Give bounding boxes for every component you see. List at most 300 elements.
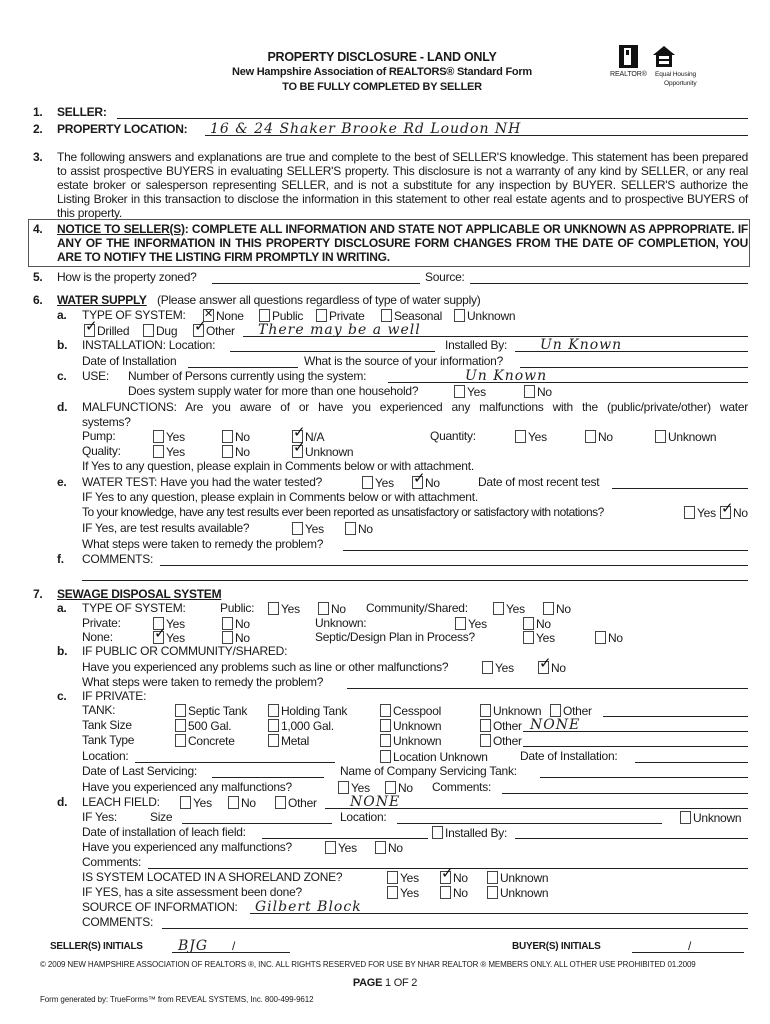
checkbox[interactable] (318, 602, 329, 615)
installation-location-field[interactable] (230, 351, 435, 352)
test-yes-option[interactable] (362, 476, 394, 490)
checkbox[interactable] (228, 796, 239, 809)
property-location-value: 16 & 24 Shaker Brooke Rd Loudon NH (210, 121, 522, 137)
installation-date-field[interactable] (188, 367, 298, 368)
item-letter: c. (57, 689, 67, 703)
option-label: Private (329, 309, 365, 323)
checkbox[interactable] (543, 602, 554, 615)
option-label: Unknown (668, 430, 717, 444)
checkbox[interactable] (338, 781, 349, 794)
option-label: Other (493, 734, 522, 748)
tank-label: TANK: (82, 703, 116, 717)
location-unknown-option[interactable] (380, 750, 488, 764)
results-available-label: IF Yes, are test results available? (82, 521, 250, 535)
1000-gal-option[interactable] (268, 719, 334, 733)
option-label: No (235, 617, 250, 631)
pump-row (0, 430, 770, 443)
shoreland-no-option[interactable] (440, 871, 468, 885)
option-label: N/A (305, 430, 325, 444)
installed-by-option[interactable] (432, 826, 507, 840)
zoning-field[interactable] (212, 283, 420, 284)
item-letter: c. (57, 369, 67, 383)
checkbox[interactable] (487, 886, 498, 899)
leach-malf-yes-option[interactable] (325, 841, 357, 855)
checkbox[interactable] (375, 841, 386, 854)
option-label: No (551, 661, 566, 675)
assessment-unknown-option[interactable] (487, 886, 548, 900)
concrete-option[interactable] (175, 734, 235, 748)
problems-no-option[interactable] (538, 661, 566, 675)
assessment-yes-option[interactable] (387, 886, 419, 900)
malf-yes-option[interactable] (338, 781, 370, 795)
checkbox[interactable] (538, 661, 549, 674)
checkbox[interactable] (153, 631, 164, 644)
checkbox[interactable] (362, 476, 373, 489)
quality-no-option[interactable] (222, 445, 250, 459)
option-label: Unknown (693, 811, 742, 825)
seller-field[interactable] (117, 118, 748, 119)
option-label: No (425, 476, 440, 490)
public-yes-option[interactable] (268, 602, 300, 616)
checkbox[interactable] (380, 734, 391, 747)
checkbox[interactable] (175, 734, 186, 747)
quality-unknown-option[interactable] (292, 445, 353, 459)
installed-by-label: Installed By: (445, 338, 508, 352)
option-label: No (598, 430, 613, 444)
checkbox[interactable] (440, 886, 451, 899)
checkbox[interactable] (268, 719, 279, 732)
checkbox[interactable] (275, 796, 286, 809)
option-label: Holding Tank (281, 704, 348, 718)
shoreland-label: IS SYSTEM LOCATED IN A SHORELAND ZONE? (82, 870, 343, 884)
quantity-no-option[interactable] (585, 430, 613, 444)
cesspool-option[interactable] (380, 704, 441, 718)
checkbox[interactable] (595, 631, 606, 644)
option-label: No (733, 506, 748, 520)
option-label: Unknown (393, 734, 442, 748)
checkbox[interactable] (268, 602, 279, 615)
type-of-system-label: TYPE OF SYSTEM: (82, 601, 186, 615)
multi-household-row (0, 385, 770, 398)
generated-row (0, 993, 770, 1006)
shoreland-yes-option[interactable] (387, 871, 419, 885)
item-number: 7. (33, 587, 43, 601)
use-label: USE: (82, 369, 110, 383)
location-field[interactable] (135, 762, 335, 763)
installed-by-field[interactable] (515, 838, 748, 839)
line-problems-label: Have you experienced any problems such as line or other malfunctions? (82, 660, 449, 674)
quality-row (0, 445, 770, 458)
remedy-row (0, 538, 770, 551)
community-label: Community/Shared: (366, 601, 468, 615)
checkbox[interactable] (440, 871, 451, 884)
assessment-no-option[interactable] (440, 886, 468, 900)
community-yes-option[interactable] (493, 602, 525, 616)
checkbox[interactable] (175, 719, 186, 732)
seller-row (0, 106, 770, 119)
company-field[interactable] (540, 777, 748, 778)
item-number: 2. (33, 122, 43, 136)
zoning-source-field[interactable] (470, 283, 748, 284)
malfunctions-label: Have you experienced any malfunctions? (82, 840, 292, 854)
option-label: Yes (400, 886, 419, 900)
water-test-label: WATER TEST: Have you had the water tested? (82, 475, 323, 489)
page-word: PAGE (352, 977, 383, 989)
checkbox[interactable] (292, 522, 303, 535)
checkbox[interactable] (432, 826, 443, 839)
info-source-field[interactable] (520, 367, 748, 368)
tank-type-label: Tank Type (82, 733, 135, 747)
checkbox[interactable] (493, 602, 504, 615)
option-label: Other (493, 719, 522, 733)
checkbox[interactable] (487, 871, 498, 884)
drilled-option[interactable] (84, 324, 129, 338)
no-option[interactable] (524, 385, 552, 399)
option-label: Yes (536, 631, 555, 645)
initials-separator: / (688, 939, 692, 953)
checkbox[interactable] (180, 796, 191, 809)
tank-location-row (0, 750, 770, 763)
private-no-option[interactable] (222, 617, 250, 631)
comments-label: COMMENTS: (82, 915, 154, 929)
option-label: Unknown (393, 719, 442, 733)
checkbox[interactable] (480, 734, 491, 747)
source-label: Source: (425, 270, 465, 284)
malfunctions-question: MALFUNCTIONS: Are you aware of or have you experienced any malfunctions with the (public/private/other) water (82, 400, 748, 414)
option-label: No (536, 617, 551, 631)
septic-option[interactable] (175, 704, 247, 718)
persons-label: Number of Persons currently using the system: (128, 369, 367, 383)
seller-initials-value: BJG (178, 938, 209, 954)
design-plan-label: Septic/Design Plan in Process? (315, 630, 475, 644)
install-date-label: Date of Installation: (520, 749, 618, 763)
size-other-option[interactable] (480, 719, 522, 733)
checkbox[interactable] (325, 841, 336, 854)
size-other-value: NONE (530, 717, 581, 733)
leach-unknown-option[interactable] (680, 811, 741, 825)
checkbox[interactable] (222, 445, 233, 458)
realtor-logo (619, 45, 638, 68)
option-label: Yes (375, 476, 394, 490)
type-unknown-option[interactable] (380, 734, 441, 748)
comments-field[interactable] (162, 928, 748, 929)
option-label: Cesspool (393, 704, 442, 718)
shoreland-row (0, 871, 770, 884)
copyright-row (0, 958, 770, 971)
initials-row (0, 940, 770, 953)
checkbox[interactable] (193, 324, 204, 337)
checkbox[interactable] (480, 719, 491, 732)
pump-yes-option[interactable] (153, 430, 185, 444)
leach-yes-option[interactable] (180, 796, 212, 810)
checkbox[interactable] (143, 324, 154, 337)
available-yes-option[interactable] (292, 522, 324, 536)
checkbox[interactable] (380, 704, 391, 717)
zoning-label: How is the property zoned? (57, 270, 197, 284)
checkbox[interactable] (381, 309, 392, 322)
yes-option[interactable] (454, 385, 486, 399)
option-label: Location Unknown (393, 750, 488, 764)
checkbox[interactable] (84, 324, 95, 337)
remedy-label: What steps were taken to remedy the problem? (82, 537, 324, 551)
tank-other-option[interactable] (550, 704, 592, 718)
option-label: Installed By: (445, 826, 508, 840)
item-number: 6. (33, 293, 43, 307)
checkbox[interactable] (655, 430, 666, 443)
checkbox[interactable] (523, 631, 534, 644)
checkbox[interactable] (175, 704, 186, 717)
eho-text-1: Equal Housing (655, 71, 696, 78)
leach-field-label: LEACH FIELD: (82, 795, 160, 809)
community-no-option[interactable] (543, 602, 571, 616)
option-label: None (216, 309, 244, 323)
checkbox[interactable] (222, 631, 233, 644)
item-letter: d. (57, 400, 68, 414)
option-label: Yes (697, 506, 716, 520)
water-supply-note: (Please answer all questions regardless of type of water supply) (157, 293, 481, 307)
checkbox[interactable] (412, 476, 423, 489)
500-gal-option[interactable] (175, 719, 231, 733)
option-label: No (453, 871, 468, 885)
item-letter: b. (57, 338, 68, 352)
pump-no-option[interactable] (222, 430, 250, 444)
tank-size-row (0, 719, 770, 732)
remedy-field[interactable] (347, 688, 748, 689)
location-label: Location: (82, 749, 129, 763)
unknown-no-option[interactable] (523, 617, 551, 631)
leach-field-row (0, 796, 770, 809)
water-none-option[interactable] (203, 309, 244, 323)
info-source-label: What is the source of your information? (304, 354, 504, 368)
form-title: PROPERTY DISCLOSURE - LAND ONLY (267, 50, 497, 64)
water-comments-row (0, 553, 770, 566)
type-other-option[interactable] (480, 734, 522, 748)
servicing-label: Date of Last Servicing: (82, 764, 197, 778)
checkbox[interactable] (550, 704, 561, 717)
option-label: No (453, 886, 468, 900)
item-number: 1. (33, 105, 43, 119)
form-generated-text: Form generated by: TrueForms™ from REVEAL SYSTEMS, Inc. 800-499-9612 (40, 995, 314, 1004)
water-unknown-option[interactable] (454, 309, 515, 323)
tank-size-label: Tank Size (82, 718, 132, 732)
private-label: Private: (82, 616, 121, 630)
checkbox[interactable] (153, 430, 164, 443)
notice-heading: NOTICE TO SELLER(S) (57, 222, 185, 236)
option-label: Yes (166, 631, 185, 645)
option-label: Dug (156, 324, 178, 338)
option-label: Yes (281, 602, 300, 616)
option-label: Septic Tank (188, 704, 248, 718)
leach-malf-no-option[interactable] (375, 841, 403, 855)
checkbox[interactable] (387, 871, 398, 884)
checkbox[interactable] (524, 385, 535, 398)
public-label: Public: (220, 601, 255, 615)
quantity-yes-option[interactable] (515, 430, 547, 444)
checkbox[interactable] (680, 811, 691, 824)
copyright-text: © 2009 NEW HAMPSHIRE ASSOCIATION OF REALTORS ®, INC. ALL RIGHTS RESERVED FOR USE BY NHAR REALTOR ® MEMBERS ONLY. ALL OTHER USE PROHIBITED 01.2009 (40, 960, 696, 969)
checkbox[interactable] (515, 430, 526, 443)
checkbox[interactable] (259, 309, 270, 322)
buyer-initials-label: BUYER(S) INITIALS (512, 941, 601, 952)
available-no-option[interactable] (345, 522, 373, 536)
pump-label: Pump: (82, 429, 116, 443)
checkbox[interactable] (316, 309, 327, 322)
recent-test-label: Date of most recent test (478, 475, 600, 489)
checkbox[interactable] (268, 704, 279, 717)
none-row (0, 631, 770, 644)
checkbox[interactable] (720, 506, 731, 519)
tank-unknown-option[interactable] (480, 704, 541, 718)
checkbox[interactable] (345, 522, 356, 535)
public-no-option[interactable] (318, 602, 346, 616)
option-label: Other (206, 324, 235, 338)
type-other-field[interactable] (523, 746, 748, 747)
quantity-label: Quantity: (430, 429, 476, 443)
checkbox[interactable] (387, 886, 398, 899)
option-label: Drilled (97, 324, 130, 338)
checkbox[interactable] (222, 617, 233, 630)
option-label: No (331, 602, 346, 616)
checkbox[interactable] (380, 750, 391, 763)
option-label: Unknown (493, 704, 542, 718)
dug-option[interactable] (143, 324, 177, 338)
sewage-heading (0, 588, 770, 601)
installation-location-label: INSTALLATION: Location: (82, 338, 216, 352)
leach-no-option[interactable] (228, 796, 256, 810)
sewage-title: SEWAGE DISPOSAL SYSTEM (57, 587, 222, 601)
assessment-row (0, 886, 770, 899)
install-date-field[interactable] (635, 762, 748, 763)
metal-option[interactable] (268, 734, 309, 748)
sewage-type-row (0, 602, 770, 615)
none-yes-option[interactable] (153, 631, 185, 645)
test-no-option[interactable] (412, 476, 440, 490)
remedy-field[interactable] (343, 550, 748, 551)
size-field[interactable] (182, 823, 332, 824)
notice-text (57, 222, 748, 264)
item-number: 3. (33, 150, 43, 164)
item-letter: e. (57, 475, 67, 489)
checkbox[interactable] (292, 445, 303, 458)
checkbox[interactable] (523, 617, 534, 630)
checkbox[interactable] (454, 385, 465, 398)
private-row (0, 617, 770, 630)
checkbox[interactable] (684, 506, 695, 519)
checkbox[interactable] (480, 704, 491, 717)
checkbox[interactable] (385, 781, 396, 794)
type-of-system-label: TYPE OF SYSTEM: (82, 308, 186, 322)
installation-row (0, 339, 770, 352)
location-field[interactable] (397, 823, 662, 824)
water-public-option[interactable] (259, 309, 303, 323)
company-label: Name of Company Servicing Tank: (340, 764, 517, 778)
option-label: Yes (506, 602, 525, 616)
size-label: Size (150, 810, 173, 824)
checkbox[interactable] (482, 661, 493, 674)
equal-housing-icon (652, 45, 676, 68)
reported-row (0, 506, 770, 519)
malfunctions-row (0, 401, 770, 414)
size-unknown-option[interactable] (380, 719, 441, 733)
problems-yes-option[interactable] (482, 661, 514, 675)
option-label: 500 Gal. (188, 719, 232, 733)
item-number: 5. (33, 270, 43, 284)
water-private-option[interactable] (316, 309, 365, 323)
option-label: Public (272, 309, 304, 323)
checkbox[interactable] (455, 617, 466, 630)
option-label: No (398, 781, 413, 795)
persons-value: Un Known (465, 368, 548, 384)
item-letter: b. (57, 644, 68, 658)
malfunctions-label: Have you experienced any malfunctions? (82, 780, 292, 794)
servicing-row (0, 765, 770, 778)
plan-no-option[interactable] (595, 631, 623, 645)
quality-label: Quality: (82, 444, 121, 458)
item-letter: a. (57, 308, 67, 322)
use-row (0, 370, 770, 383)
option-label: Other (288, 796, 317, 810)
none-no-option[interactable] (222, 631, 250, 645)
eho-text-2: Opportunity (664, 80, 697, 87)
item-letter: f. (57, 552, 64, 566)
quantity-unknown-option[interactable] (655, 430, 716, 444)
checkbox[interactable] (585, 430, 596, 443)
reported-yes-option[interactable] (684, 506, 716, 520)
plan-yes-option[interactable] (523, 631, 555, 645)
holding-option[interactable] (268, 704, 347, 718)
sewage-comments-row (0, 916, 770, 929)
comments-field[interactable] (160, 565, 748, 566)
checkbox[interactable] (454, 309, 465, 322)
shoreland-unknown-option[interactable] (487, 871, 548, 885)
water-seasonal-option[interactable] (381, 309, 442, 323)
checkbox[interactable] (153, 445, 164, 458)
item-letter: d. (57, 795, 68, 809)
comments-field-line-2[interactable] (82, 580, 748, 581)
reported-no-option[interactable] (720, 506, 748, 520)
comments-field[interactable] (502, 793, 748, 794)
unknown-yes-option[interactable] (455, 617, 487, 631)
servicing-field[interactable] (212, 777, 324, 778)
notice-body: : COMPLETE ALL INFORMATION AND STATE NOT APPLICABLE OR UNKNOWN AS APPROPRIATE. IF ANY OF THE INFORMATION IN THIS PROPERTY DISCLOSURE FORM CHANGES FROM THE DATE OF COMPLETION, YOU ARE TO NOTIFY THE LISTING FIRM PROMPTLY IN WRITING. (57, 222, 748, 264)
checkbox[interactable] (222, 430, 233, 443)
option-label: Metal (281, 734, 310, 748)
seller-initials-label: SELLER(S) INITIALS (50, 941, 143, 952)
persons-field[interactable] (388, 382, 748, 383)
other-value: There may be a well (258, 322, 421, 338)
leach-date-field[interactable] (262, 838, 428, 839)
checkbox[interactable] (268, 734, 279, 747)
property-location-label: PROPERTY LOCATION: (57, 122, 188, 136)
option-label: No (235, 445, 250, 459)
malf-no-option[interactable] (385, 781, 413, 795)
option-label: No (241, 796, 256, 810)
leach-size-row (0, 811, 770, 824)
tank-other-field[interactable] (603, 716, 748, 717)
water-supply-title: WATER SUPPLY (57, 293, 147, 307)
option-label: Unknown (500, 871, 549, 885)
option-label: Yes (495, 661, 514, 675)
recent-test-field[interactable] (612, 488, 748, 489)
leach-other-option[interactable] (275, 796, 317, 810)
initials-separator: / (232, 939, 236, 953)
checkbox[interactable] (380, 719, 391, 732)
option-label: Concrete (188, 734, 235, 748)
quality-yes-option[interactable] (153, 445, 185, 459)
option-label: 1,000 Gal. (281, 719, 334, 733)
option-label: No (556, 602, 571, 616)
other-option[interactable] (193, 324, 235, 338)
